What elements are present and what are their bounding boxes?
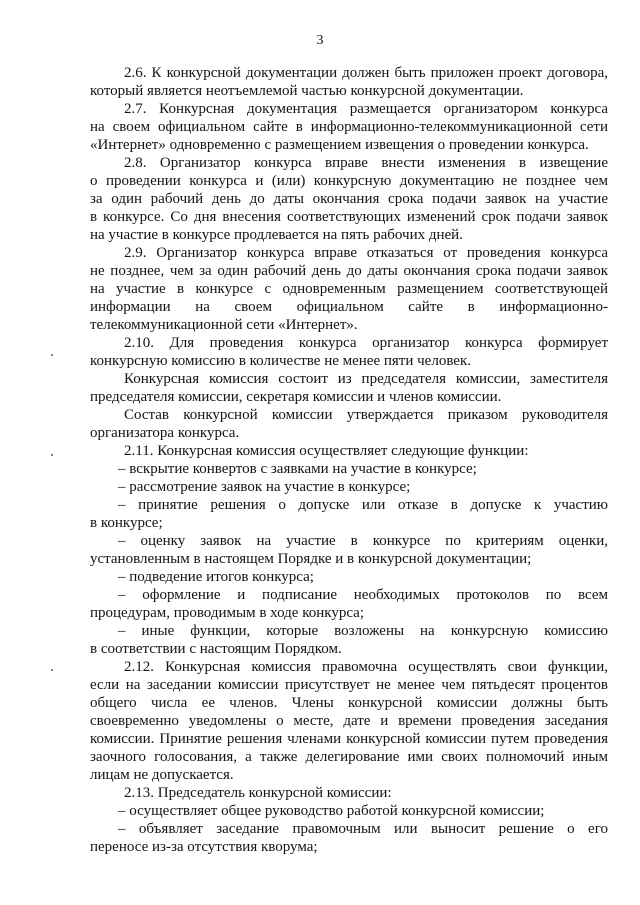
- text-line: Состав конкурсной комиссии утверждается приказом руководителя: [124, 407, 608, 423]
- text-line: – иные функции, которые возложены на конкурсную комиссию: [118, 623, 608, 639]
- text-line: – осуществляет общее руководство работой конкурсной комиссии;: [118, 803, 545, 819]
- text-line: на участие в конкурсе с одновременным размещением соответствующей: [90, 281, 608, 297]
- margin-mark: [51, 454, 53, 456]
- text-line: который является неотъемлемой частью конкурсной документации.: [90, 83, 524, 99]
- text-line: – вскрытие конвертов с заявками на участие в конкурсе;: [118, 461, 477, 477]
- text-line: 2.7. Конкурсная документация размещается организатором конкурса: [124, 101, 608, 117]
- text-line: 2.10. Для проведения конкурса организатор конкурса формирует: [124, 335, 608, 351]
- text-line: – оценку заявок на участие в конкурсе по критериям оценки,: [118, 533, 608, 549]
- text-line: – подведение итогов конкурса;: [118, 569, 314, 585]
- margin-mark: [51, 669, 53, 671]
- margin-mark: [51, 354, 53, 356]
- text-line: «Интернет» одновременно с размещением извещения о проведении конкурса.: [90, 137, 589, 153]
- text-line: 2.12. Конкурсная комиссия правомочна осуществлять свои функции,: [124, 659, 608, 675]
- text-line: Конкурсная комиссия состоит из председателя комиссии, заместителя: [124, 371, 608, 387]
- text-line: на участие в конкурсе продлевается на пять рабочих дней.: [90, 227, 463, 243]
- text-line: заочного голосования, а также делегирование ими своих полномочий иным: [90, 749, 608, 765]
- text-line: информации на своем официальном сайте в информационно-: [90, 299, 608, 315]
- text-line: – рассмотрение заявок на участие в конкурсе;: [118, 479, 411, 495]
- text-line: – оформление и подписание необходимых протоколов по всем: [118, 587, 608, 603]
- text-line: 2.9. Организатор конкурса вправе отказаться от проведения конкурса: [124, 245, 608, 261]
- text-line: телекоммуникационной сети «Интернет».: [90, 317, 358, 333]
- text-line: 2.8. Организатор конкурса вправе внести изменения в извещение: [124, 155, 608, 171]
- text-line: за один рабочий день до даты окончания срока подачи заявок на участие: [90, 191, 608, 207]
- text-line: своевременно уведомлены о месте, дате и времени проведения заседания: [90, 713, 608, 729]
- text-line: если на заседании комиссии присутствует не менее чем пятьдесят процентов: [90, 677, 608, 693]
- text-line: лицам не допускается.: [90, 767, 234, 783]
- text-line: – принятие решения о допуске или отказе в допуске к участию: [118, 497, 608, 513]
- text-line: переносе из-за отсутствия кворума;: [90, 839, 318, 855]
- text-line: комиссии. Принятие решения членами конкурсной комиссии путем проведения: [90, 731, 608, 747]
- text-line: конкурсную комиссию в количестве не менее пяти человек.: [90, 353, 472, 369]
- text-line: на своем официальном сайте в информационно-телекоммуникационной сети: [90, 119, 608, 135]
- text-line: в конкурсе. Со дня внесения соответствующих изменений срок подачи заявок: [90, 209, 608, 225]
- text-line: процедурам, проводимым в ходе конкурса;: [90, 605, 365, 621]
- text-line: 2.6. К конкурсной документации должен быть приложен проект договора,: [124, 65, 608, 81]
- page-number: 3: [316, 33, 324, 48]
- text-line: 2.11. Конкурсная комиссия осуществляет следующие функции:: [124, 443, 529, 459]
- text-line: организатора конкурса.: [90, 425, 240, 441]
- text-line: установленным в настоящем Порядке и в конкурсной документации;: [90, 551, 532, 567]
- document-body: [90, 64, 608, 856]
- text-line: – объявляет заседание правомочным или выносит решение о его: [118, 821, 608, 837]
- text-line: председателя комиссии, секретаря комиссии и членов комиссии.: [90, 389, 502, 405]
- text-line: 2.13. Председатель конкурсной комиссии:: [124, 785, 392, 801]
- text-line: не позднее, чем за один рабочий день до даты окончания срока подачи заявок: [90, 263, 608, 279]
- text-line: в соответствии с настоящим Порядком.: [90, 641, 342, 657]
- text-line: о проведении конкурса и (или) конкурсную документацию не позднее чем: [90, 173, 608, 189]
- text-line: в конкурсе;: [90, 515, 163, 531]
- text-line: общего числа ее членов. Члены конкурсной комиссии должны быть: [90, 695, 608, 711]
